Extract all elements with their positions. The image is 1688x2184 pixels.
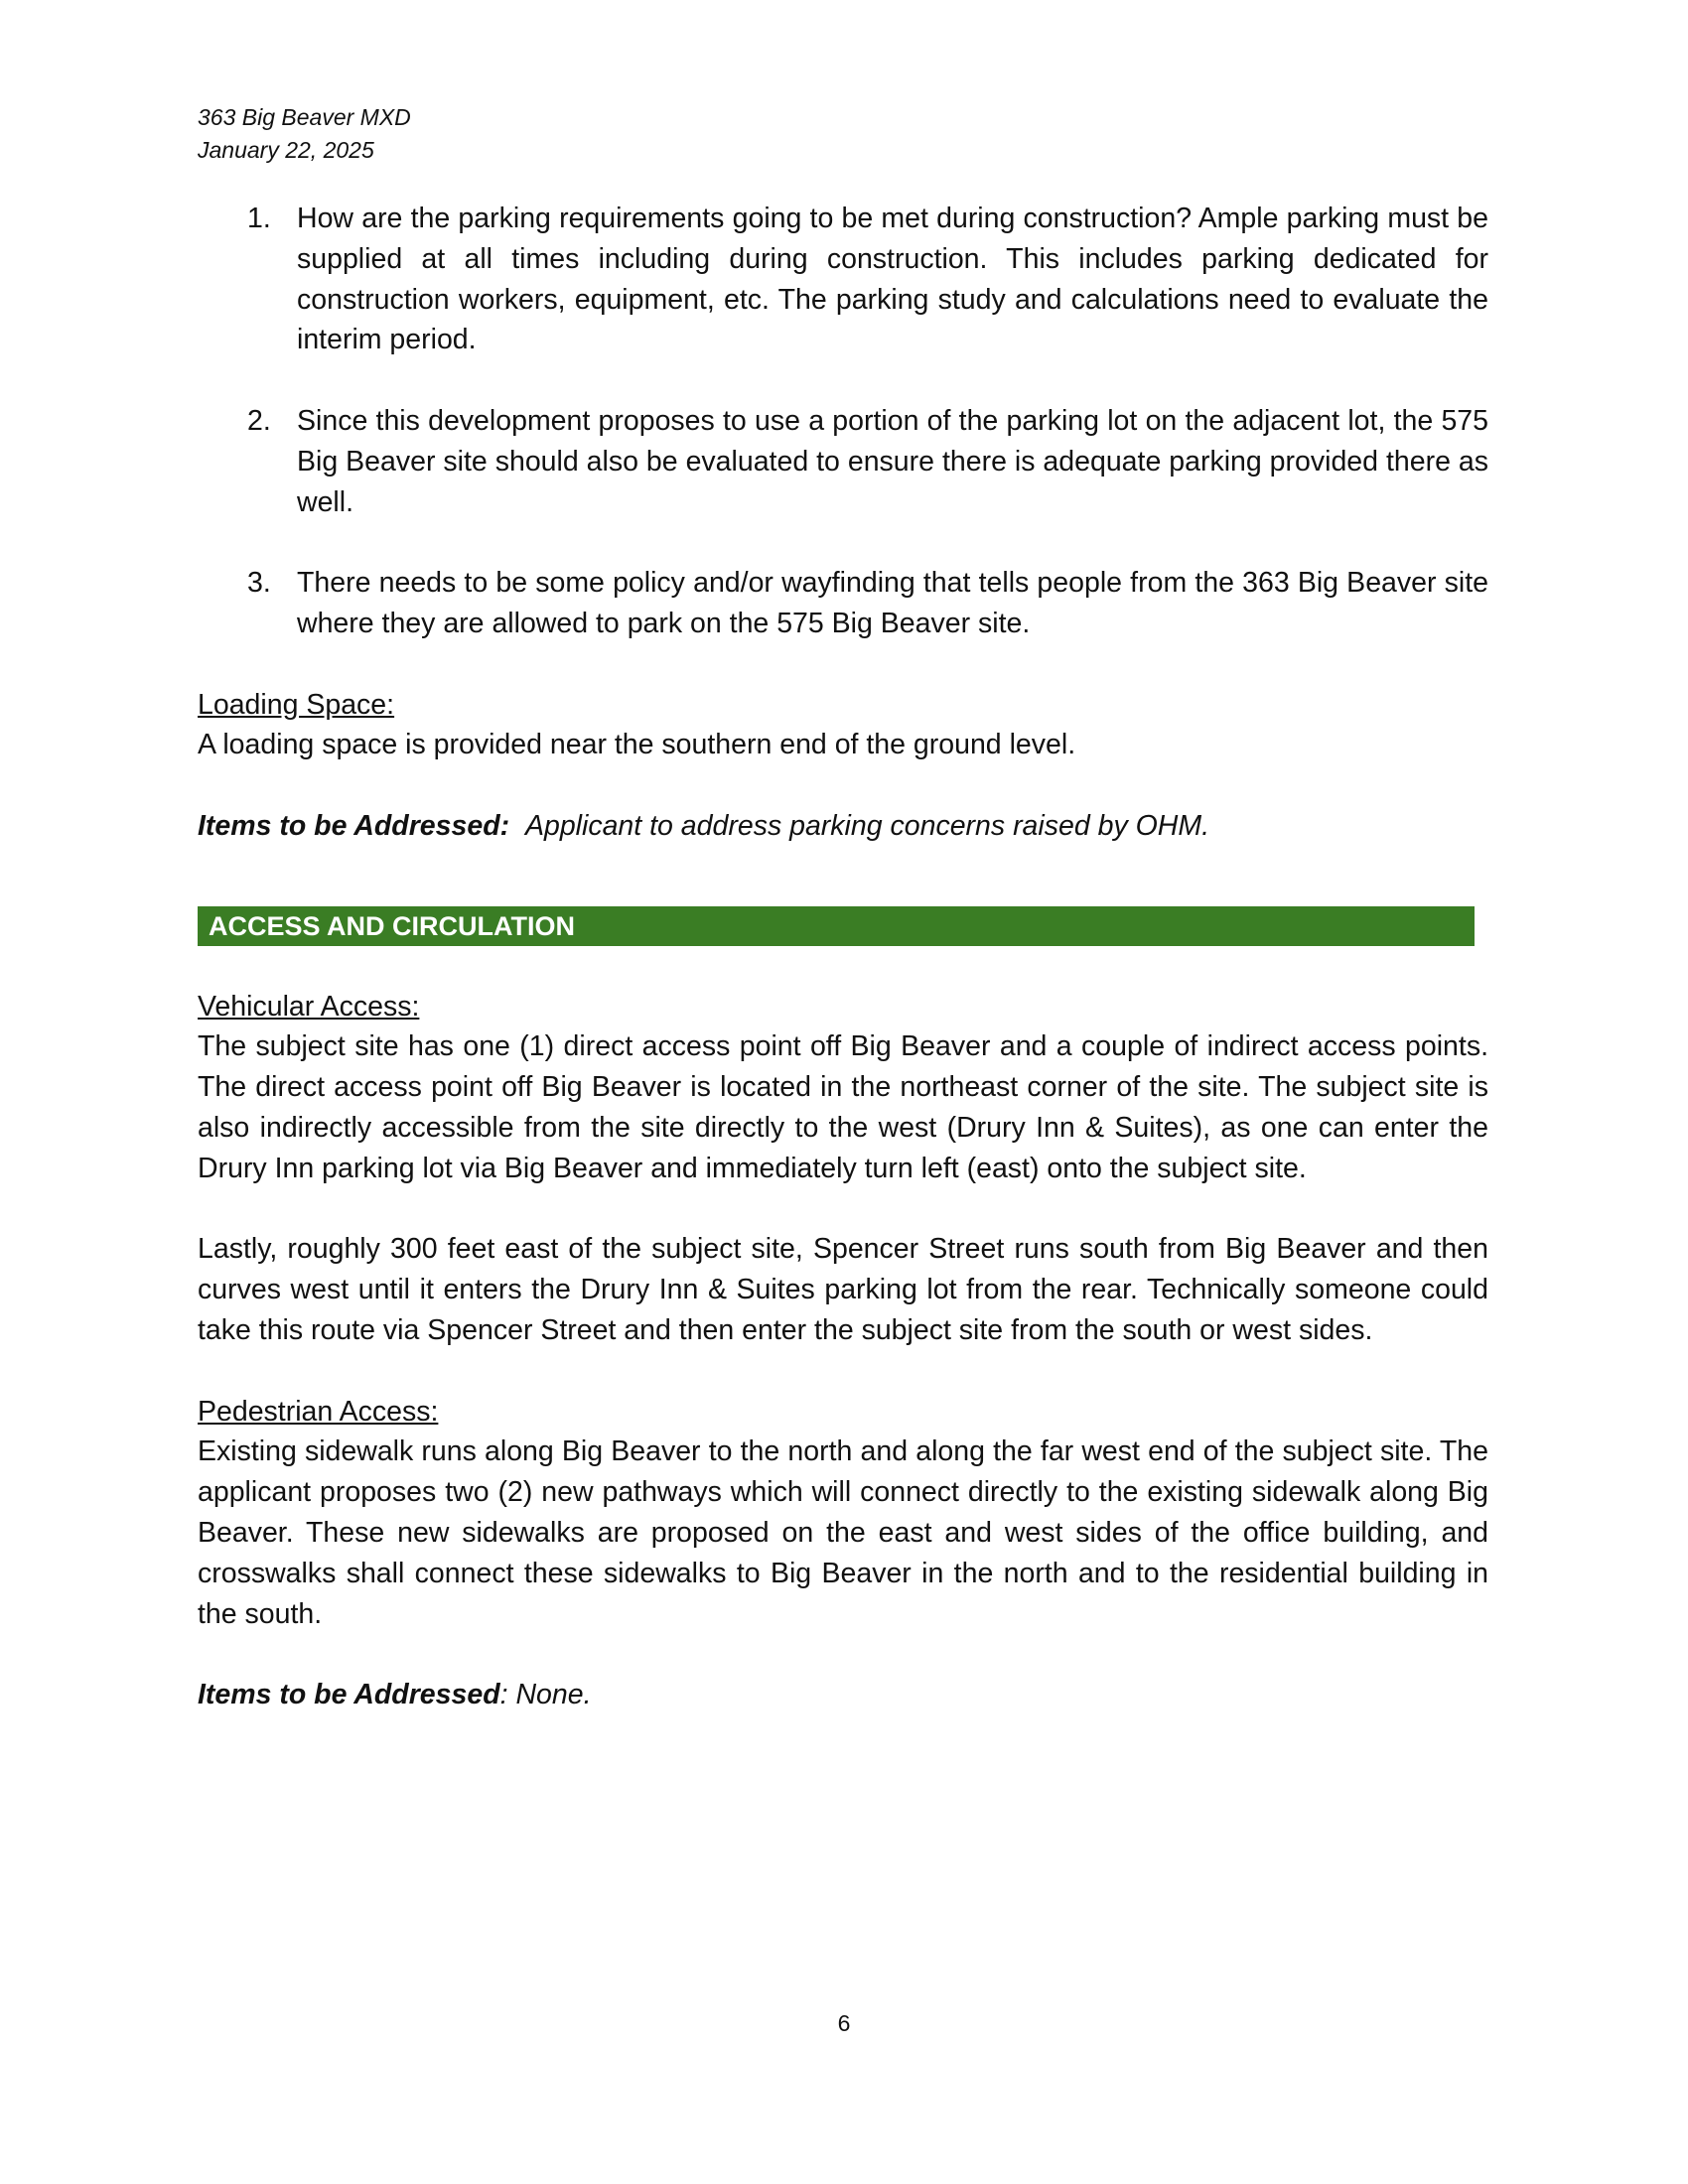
list-text: There needs to be some policy and/or wayfinding that tells people from the 363 Big Beaver site where they are allowed to park on the 575 Big Beaver site. <box>297 567 1488 639</box>
list-text: Since this development proposes to use a portion of the parking lot on the adjacent lot, the 575 Big Beaver site should also be evaluated to ensure there is adequate parking provided there as well. <box>297 404 1488 518</box>
document-header <box>198 101 411 167</box>
parking-concerns-list <box>198 199 1488 644</box>
vehicular-access-paragraph-2: Lastly, roughly 300 feet east of the subject site, Spencer Street runs south from Big Beaver and then curves west until it enters the Drury Inn & Suites parking lot from the rear. Technically someone could take this route via Spencer Street and then enter the subject site from the south or west sides. <box>198 1233 1488 1346</box>
items-value: Applicant to address parking concerns raised by OHM. <box>524 809 1210 842</box>
items-value: : None. <box>499 1679 592 1711</box>
page-number: 6 <box>837 2010 851 2036</box>
list-item <box>198 401 1488 522</box>
loading-space-heading: Loading Space: <box>198 688 395 721</box>
list-item <box>198 563 1488 644</box>
vehicular-access-section <box>198 987 1488 1189</box>
list-item <box>198 199 1488 360</box>
pedestrian-access-section <box>198 1392 1488 1635</box>
pedestrian-access-text: Existing sidewalk runs along Big Beaver to the north and along the far west end of the subject site. The applicant proposes two (2) new pathways which will connect directly to the existing sidewalk along Big Beaver. These new sidewalks are proposed on the east and west sides of the office building, and crosswalks shall connect these sidewalks to Big Beaver in the north and to the residential building in the south. <box>198 1435 1488 1630</box>
document-date: January 22, 2025 <box>198 137 374 163</box>
items-to-be-addressed-parking <box>198 806 1488 847</box>
vehicular-access-paragraph: The subject site has one (1) direct access point off Big Beaver and a couple of indirect access points. The direct access point off Big Beaver is located in the northeast corner of the site. The subject site is also indirectly accessible from the site directly to the west (Drury Inn & Suites), as one can enter the Drury Inn parking lot via Big Beaver and immediately turn left (east) onto the subject site. <box>198 1030 1488 1184</box>
page-content <box>198 199 1488 1715</box>
items-to-be-addressed-access <box>198 1675 1488 1715</box>
loading-space-section <box>198 685 1488 766</box>
items-label: Items to be Addressed <box>198 1679 500 1711</box>
list-number: 1. <box>247 203 271 234</box>
vehicular-access-heading: Vehicular Access: <box>198 990 420 1023</box>
items-label: Items to be Addressed: <box>198 809 510 842</box>
loading-space-text: A loading space is provided near the southern end of the ground level. <box>198 729 1076 761</box>
list-number: 3. <box>247 567 271 600</box>
list-number: 2. <box>247 404 271 437</box>
list-text: How are the parking requirements going to be met during construction? Ample parking must be supplied at all times including during construction. This includes parking dedicated for construction workers, equipment, etc. The parking study and calculations need to evaluate the interim period. <box>297 203 1488 356</box>
project-title: 363 Big Beaver MXD <box>198 104 411 130</box>
pedestrian-access-heading: Pedestrian Access: <box>198 1395 439 1428</box>
section-header-access-circulation: ACCESS AND CIRCULATION <box>198 906 1475 946</box>
